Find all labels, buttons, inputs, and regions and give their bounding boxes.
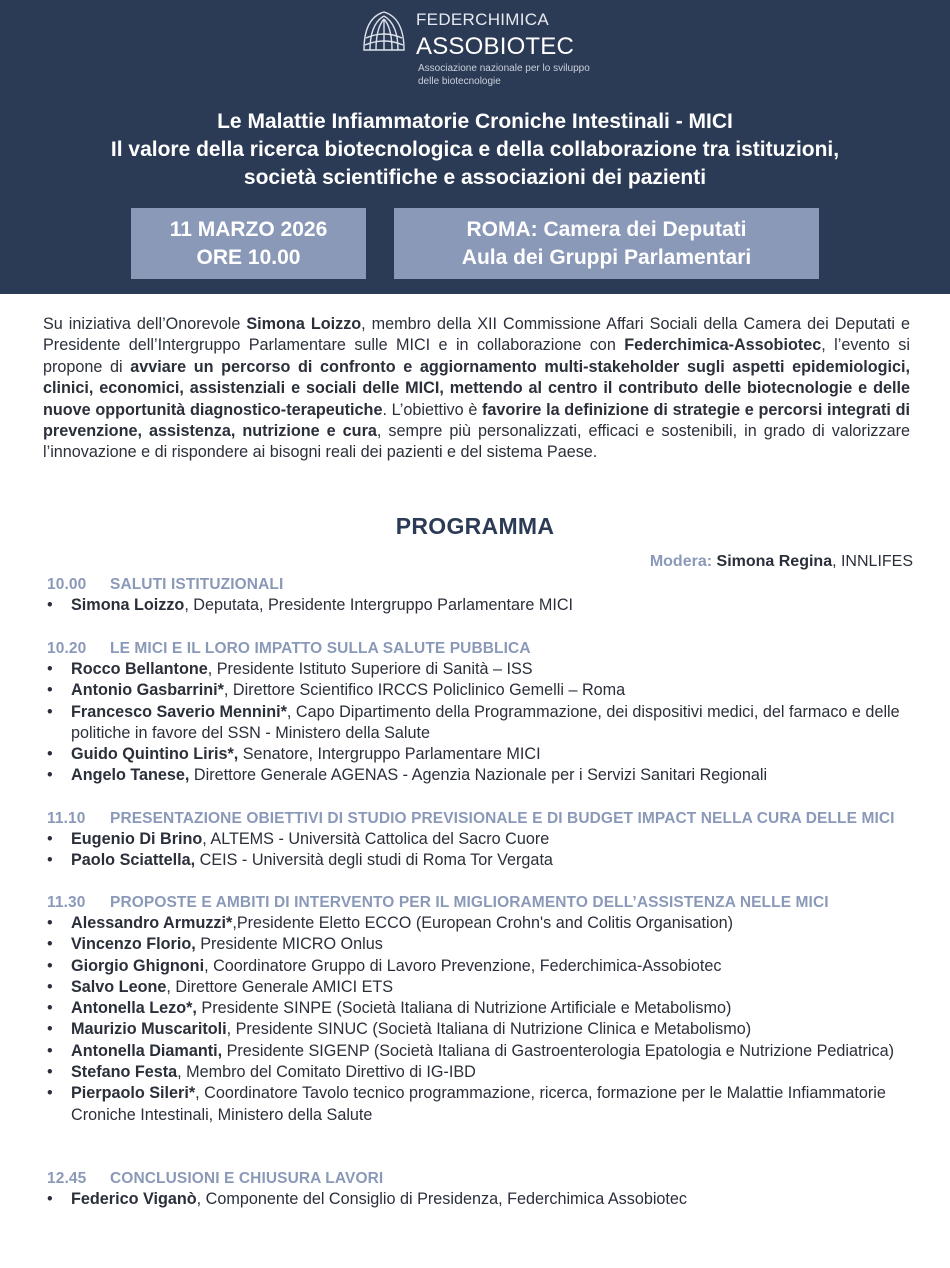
event-title-line2: Il valore della ricerca biotecnologica e della collaborazione tra istituzioni, — [110, 138, 840, 161]
speaker-role: , Direttore Generale AMICI ETS — [166, 977, 394, 996]
header-banner — [0, 0, 950, 294]
session-heading — [47, 1168, 927, 1189]
speaker-role: , Presidente SINUC (Società Italiana di Nutrizione Clinica e Metabolismo) — [226, 1020, 752, 1039]
speaker-item — [47, 977, 927, 998]
speaker-name: Eugenio Di Brino — [71, 830, 203, 848]
speaker-name: Federico Viganò — [71, 1190, 197, 1208]
speaker-role: , Membro del Comitato Direttivo di IG-IBD — [177, 1063, 476, 1082]
speaker-name: Pierpaolo Sileri* — [71, 1084, 196, 1103]
speaker-item — [47, 913, 927, 934]
speaker-role: Presidente SIGENP (Società Italiana di Gastroenterologia Epatologia e Nutrizione Pediatrica) — [222, 1041, 894, 1060]
speaker-role: Senatore, Intergruppo Parlamentare MICI — [238, 745, 541, 764]
session-block — [47, 574, 927, 616]
speaker-item — [47, 956, 927, 977]
speaker-role: Presidente MICRO Onlus — [195, 935, 383, 954]
bullet-icon: • — [47, 681, 53, 700]
bullet-icon: • — [47, 851, 53, 870]
speaker-item — [47, 1062, 927, 1083]
session-time: 11.30 — [47, 894, 86, 911]
speaker-name: Angelo Tanese, — [71, 766, 190, 785]
speaker-item — [47, 659, 927, 680]
bullet-icon: • — [47, 1190, 53, 1208]
speaker-name: Antonella Lezo*, — [71, 999, 197, 1018]
session-time: 10.00 — [47, 576, 87, 593]
speaker-role: Direttore Generale AGENAS - Agenzia Nazionale per i Servizi Sanitari Regionali — [189, 766, 768, 785]
session-time: 10.20 — [47, 640, 87, 657]
moderator-line — [650, 553, 913, 571]
venue-line1: ROMA: Camera dei Deputati — [466, 217, 747, 241]
session-heading — [47, 638, 927, 659]
session-block — [47, 638, 927, 787]
logo-federchimica-text: FEDERCHIMICA — [416, 10, 549, 29]
speaker-list — [47, 1189, 927, 1210]
bullet-icon: • — [47, 1084, 53, 1103]
bullet-icon: • — [47, 830, 53, 848]
speaker-name: Alessandro Armuzzi* — [71, 914, 233, 932]
bullet-icon: • — [47, 596, 53, 614]
bullet-icon: • — [47, 999, 53, 1018]
bullet-icon: • — [47, 1063, 53, 1082]
speaker-name: Paolo Sciattella, — [71, 851, 196, 870]
speaker-item — [47, 934, 927, 955]
speaker-name: Simona Loizzo — [71, 596, 185, 614]
speaker-list — [47, 913, 927, 1126]
speaker-item — [47, 595, 927, 616]
session-title: PROPOSTE E AMBITI DI INTERVENTO PER IL MIGLIORAMENTO DELL’ASSISTENZA NELLE MICI — [110, 894, 829, 911]
session-title: CONCLUSIONI E CHIUSURA LAVORI — [110, 1170, 384, 1187]
speaker-name: Guido Quintino Liris*, — [71, 745, 239, 764]
speaker-name: Giorgio Ghignoni — [71, 956, 205, 975]
speaker-role: , Capo Dipartimento della Programmazione, dei dispositivi medici, del farmaco e delle politiche in favore del SSN - Ministero della Salute — [71, 702, 900, 742]
speaker-name: Maurizio Muscaritoli — [71, 1020, 227, 1039]
bullet-icon: • — [47, 1020, 53, 1039]
session-title: SALUTI ISTITUZIONALI — [110, 576, 284, 593]
session-heading — [47, 892, 927, 913]
speaker-list — [47, 659, 927, 787]
bullet-icon: • — [47, 977, 53, 996]
speaker-item — [47, 1083, 927, 1126]
speaker-list — [47, 595, 927, 616]
speaker-name: Rocco Bellantone — [71, 660, 208, 678]
speaker-role: Presidente SINPE (Società Italiana di Nutrizione Artificiale e Metabolismo) — [196, 999, 732, 1018]
speaker-item — [47, 998, 927, 1019]
speaker-role: , Presidente Istituto Superiore di Sanità – ISS — [207, 660, 533, 678]
speaker-list — [47, 829, 927, 872]
speaker-role: , Componente del Consiglio di Presidenza, Federchimica Assobiotec — [196, 1190, 688, 1208]
session-heading — [47, 808, 927, 829]
moderator-name: Simona Regina — [716, 553, 833, 570]
logo-assobiotec-text: ASSOBIOTEC — [416, 33, 575, 60]
session-block — [47, 808, 927, 872]
session-title: LE MICI E IL LORO IMPATTO SULLA SALUTE PUBBLICA — [110, 640, 531, 657]
speaker-role: ,Presidente Eletto ECCO (European Crohn's and Colitis Organisation) — [232, 914, 733, 932]
speaker-item — [47, 765, 927, 786]
logo-tagline: Associazione nazionale per lo sviluppo delle biotecnologie — [418, 63, 590, 87]
date-box — [131, 208, 366, 279]
moderator-label: Modera: — [649, 553, 713, 570]
event-date: 11 MARZO 2026 — [169, 217, 328, 241]
speaker-item — [47, 680, 927, 701]
event-title-line1: Le Malattie Infiammatorie Croniche Intestinali - MICI — [217, 110, 733, 133]
venue-line2: Aula dei Gruppi Parlamentari — [461, 245, 752, 269]
speaker-role: , Coordinatore Gruppo di Lavoro Prevenzione, Federchimica-Assobiotec — [204, 956, 722, 975]
session-title: PRESENTAZIONE OBIETTIVI DI STUDIO PREVISIONALE E DI BUDGET IMPACT NELLA CURA DELLE MICI — [110, 810, 895, 827]
event-title — [0, 108, 950, 192]
speaker-role: , Direttore Scientifico IRCCS Policlinico Gemelli – Roma — [223, 681, 626, 700]
speaker-name: Vincenzo Florio, — [71, 935, 196, 954]
federchimica-assobiotec-logo — [358, 6, 618, 86]
speaker-name: Antonio Gasbarrini* — [71, 681, 224, 700]
session-time: 12.45 — [47, 1170, 87, 1187]
bullet-icon: • — [47, 956, 53, 975]
venue-box — [394, 208, 819, 279]
session-heading — [47, 574, 927, 595]
event-time: ORE 10.00 — [196, 245, 301, 269]
bullet-icon: • — [47, 745, 53, 764]
intro-paragraph: Su iniziativa dell’Onorevole Simona Loizzo, membro della XII Commissione Affari Sociali della Camera dei Deputati e Presidente dell’Intergruppo Parlamentare sulle MICI e in collaborazione con Federchimica-Assobiotec, l’evento si propone di avviare un percorso di confronto e aggiornamento multi-stakeholder sugli aspetti epidemiologici, clinici, economici, assistenziali e sociali delle MICI, mettendo al centro il contributo delle biotecnologie e delle nuove opportunità diagnostico-terapeutiche. L’obiettivo è favorire la definizione di strategie e percorsi integrati di prevenzione, assistenza, nutrizione e cura, sempre più personalizzati, efficaci e sostenibili, in grado di valorizzare l’innovazione e di rispondere ai bisogni reali dei pazienti e del sistema Paese. — [43, 315, 911, 462]
programma-heading: PROGRAMMA — [395, 513, 555, 539]
speaker-item — [47, 1019, 927, 1040]
session-block — [47, 892, 927, 1126]
speaker-role: , ALTEMS - Università Cattolica del Sacro Cuore — [202, 830, 550, 848]
moderator-org: , INNLIFES — [832, 553, 913, 570]
speaker-name: Salvo Leone — [71, 977, 167, 996]
session-time: 11.10 — [47, 810, 86, 827]
speaker-role: , Deputata, Presidente Intergruppo Parlamentare MICI — [184, 596, 574, 614]
speaker-name: Antonella Diamanti, — [71, 1041, 223, 1060]
speaker-item — [47, 744, 927, 765]
speaker-role: CEIS - Università degli studi di Roma Tor Vergata — [195, 851, 553, 870]
bullet-icon: • — [47, 660, 53, 678]
speaker-name: Stefano Festa — [71, 1063, 178, 1082]
session-block — [47, 1168, 927, 1210]
event-title-line3: società scientifiche e associazioni dei pazienti — [243, 166, 707, 189]
speaker-item — [47, 1189, 927, 1210]
shell-logo-icon — [358, 6, 410, 58]
speaker-item — [47, 1041, 927, 1062]
speaker-item — [47, 850, 927, 871]
bullet-icon: • — [47, 702, 53, 721]
bullet-icon: • — [47, 766, 53, 785]
bullet-icon: • — [47, 1041, 53, 1060]
speaker-item — [47, 702, 927, 745]
speaker-item — [47, 829, 927, 850]
speaker-role: , Coordinatore Tavolo tecnico programmazione, ricerca, formazione per le Malattie Infiammatorie Croniche Intestinali, Ministero della Salute — [71, 1084, 886, 1124]
bullet-icon: • — [47, 914, 53, 932]
speaker-name: Francesco Saverio Mennini* — [71, 702, 287, 721]
bullet-icon: • — [47, 935, 53, 954]
